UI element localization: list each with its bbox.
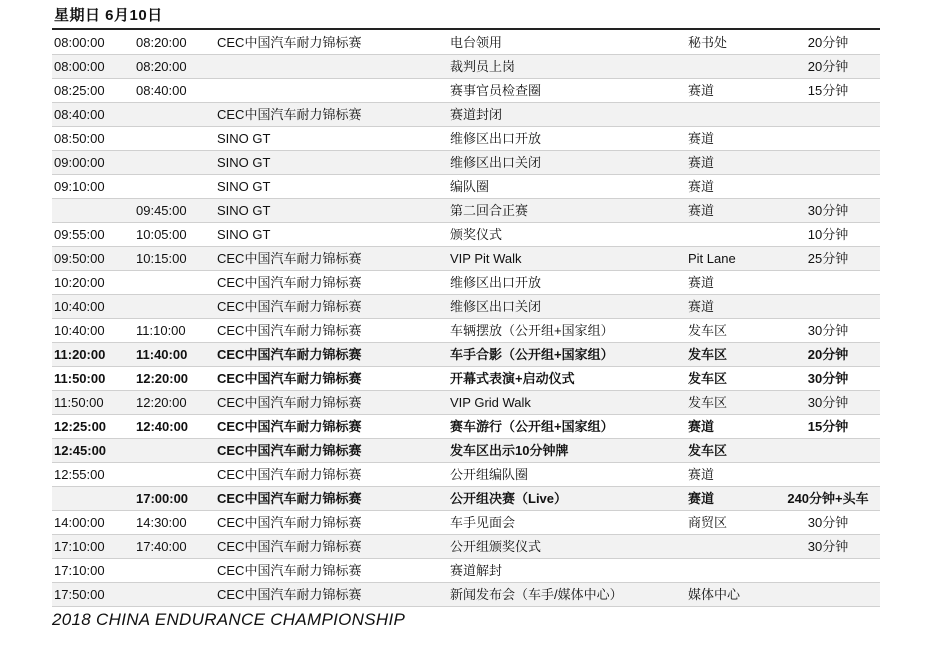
- table-row: [52, 223, 880, 247]
- table-row: [52, 559, 880, 583]
- table-row: [52, 103, 880, 127]
- table-row: [52, 175, 880, 199]
- table-row: [52, 511, 880, 535]
- end-time-cell: [136, 175, 216, 199]
- series-cell: CEC中国汽车耐力锦标赛: [217, 443, 362, 458]
- day-header: 星期日 6月10日: [54, 7, 163, 24]
- end-time-cell: 08:20:00: [136, 59, 187, 74]
- end-time-cell: 08:40:00: [136, 83, 187, 98]
- location-cell: 媒体中心: [688, 587, 741, 602]
- start-time-cell: 09:00:00: [54, 155, 105, 170]
- series-cell: CEC中国汽车耐力锦标赛: [217, 251, 362, 266]
- location-cell: 商贸区: [688, 515, 728, 530]
- table-row: [52, 391, 880, 415]
- event-cell: 车手见面会: [450, 515, 516, 530]
- series-cell: CEC中国汽车耐力锦标赛: [217, 35, 362, 50]
- event-cell: 第二回合正赛: [450, 203, 529, 218]
- duration-cell: 30分钟: [807, 203, 849, 218]
- event-cell: 公开组编队圈: [450, 467, 529, 482]
- event-cell: 维修区出口关闭: [450, 299, 542, 314]
- duration-cell: [778, 175, 878, 199]
- series-cell: [217, 79, 447, 103]
- start-time-cell: 11:20:00: [54, 347, 106, 362]
- series-cell: [217, 55, 447, 79]
- start-time-cell: 08:40:00: [54, 107, 105, 122]
- start-time-cell: 17:10:00: [54, 563, 105, 578]
- series-cell: CEC中国汽车耐力锦标赛: [217, 395, 362, 410]
- start-time-cell: 12:55:00: [54, 467, 105, 482]
- event-cell: 赛事官员检查圈: [450, 83, 542, 98]
- end-time-cell: 10:05:00: [136, 227, 187, 242]
- table-row: [52, 247, 880, 271]
- end-time-cell: 11:40:00: [136, 347, 188, 362]
- end-time-cell: 09:45:00: [136, 203, 187, 218]
- event-cell: 公开组颁奖仪式: [450, 539, 542, 554]
- table-row: [52, 127, 880, 151]
- event-cell: 维修区出口关闭: [450, 155, 542, 170]
- location-cell: 发车区: [688, 323, 728, 338]
- end-time-cell: 12:40:00: [136, 419, 189, 434]
- table-row: [52, 55, 880, 79]
- table-row: [52, 487, 880, 511]
- duration-cell: [778, 127, 878, 151]
- start-time-cell: 08:00:00: [54, 35, 105, 50]
- table-row: [52, 583, 880, 607]
- duration-cell: 15分钟: [807, 419, 849, 434]
- location-cell: 赛道: [688, 83, 715, 98]
- start-time-cell: 08:25:00: [54, 83, 105, 98]
- table-row: [52, 199, 880, 223]
- series-cell: CEC中国汽车耐力锦标赛: [217, 323, 362, 338]
- series-cell: SINO GT: [217, 131, 271, 146]
- event-cell: 电台领用: [450, 35, 503, 50]
- series-cell: CEC中国汽车耐力锦标赛: [217, 515, 362, 530]
- location-cell: Pit Lane: [688, 251, 736, 266]
- end-time-cell: 12:20:00: [136, 371, 189, 386]
- event-cell: 赛道解封: [450, 563, 503, 578]
- table-row: [52, 271, 880, 295]
- end-time-cell: [136, 103, 216, 127]
- start-time-cell: 12:25:00: [54, 419, 107, 434]
- start-time-cell: [54, 487, 134, 511]
- duration-cell: 30分钟: [807, 323, 849, 338]
- start-time-cell: 08:00:00: [54, 59, 105, 74]
- table-row: [52, 295, 880, 319]
- location-cell: 赛道: [688, 155, 715, 170]
- end-time-cell: 17:40:00: [136, 539, 187, 554]
- event-cell: VIP Pit Walk: [450, 251, 522, 266]
- location-cell: 发车区: [688, 347, 728, 362]
- start-time-cell: 08:50:00: [54, 131, 105, 146]
- start-time-cell: 14:00:00: [54, 515, 105, 530]
- duration-cell: 25分钟: [807, 251, 849, 266]
- duration-cell: 30分钟: [807, 515, 849, 530]
- location-cell: 发车区: [688, 395, 728, 410]
- location-cell: 赛道: [688, 299, 715, 314]
- duration-cell: 30分钟: [807, 539, 849, 554]
- header-divider: [52, 28, 880, 30]
- start-time-cell: [54, 199, 134, 223]
- location-cell: 赛道: [688, 419, 715, 434]
- table-row: [52, 415, 880, 439]
- series-cell: SINO GT: [217, 203, 271, 218]
- series-cell: CEC中国汽车耐力锦标赛: [217, 299, 362, 314]
- start-time-cell: 09:10:00: [54, 179, 105, 194]
- duration-cell: [778, 151, 878, 175]
- table-row: [52, 535, 880, 559]
- series-cell: CEC中国汽车耐力锦标赛: [217, 347, 362, 362]
- start-time-cell: 17:10:00: [54, 539, 105, 554]
- location-cell: 赛道: [688, 179, 715, 194]
- series-cell: CEC中国汽车耐力锦标赛: [217, 491, 362, 506]
- location-cell: 赛道: [688, 275, 715, 290]
- event-cell: 公开组决赛（Live）: [450, 491, 568, 506]
- end-time-cell: [136, 583, 216, 607]
- table-row: [52, 367, 880, 391]
- duration-cell: [778, 295, 878, 319]
- series-cell: CEC中国汽车耐力锦标赛: [217, 563, 362, 578]
- duration-cell: 20分钟: [807, 35, 849, 50]
- series-cell: CEC中国汽车耐力锦标赛: [217, 539, 362, 554]
- event-cell: 车辆摆放（公开组+国家组）: [450, 323, 614, 338]
- event-cell: 维修区出口开放: [450, 275, 542, 290]
- duration-cell: [778, 583, 878, 607]
- location-cell: 赛道: [688, 467, 715, 482]
- end-time-cell: 12:20:00: [136, 395, 187, 410]
- table-row: [52, 31, 880, 55]
- series-cell: CEC中国汽车耐力锦标赛: [217, 467, 362, 482]
- end-time-cell: 10:15:00: [136, 251, 187, 266]
- event-cell: 发车区出示10分钟牌: [450, 443, 569, 458]
- event-cell: 裁判员上岗: [450, 59, 516, 74]
- location-cell: 秘书处: [688, 35, 728, 50]
- series-cell: SINO GT: [217, 179, 271, 194]
- table-row: [52, 463, 880, 487]
- duration-cell: [778, 559, 878, 583]
- location-cell: 发车区: [688, 371, 728, 386]
- duration-cell: 240分钟+头车: [787, 491, 869, 506]
- duration-cell: [778, 463, 878, 487]
- series-cell: CEC中国汽车耐力锦标赛: [217, 107, 362, 122]
- championship-title: 2018 CHINA ENDURANCE CHAMPIONSHIP: [52, 610, 406, 629]
- start-time-cell: 10:40:00: [54, 323, 105, 338]
- schedule-table: [52, 31, 880, 607]
- location-cell: 赛道: [688, 203, 715, 218]
- end-time-cell: [136, 295, 216, 319]
- location-cell: 赛道: [688, 131, 715, 146]
- duration-cell: [778, 271, 878, 295]
- event-cell: 开幕式表演+启动仪式: [450, 371, 575, 386]
- duration-cell: 20分钟: [807, 347, 849, 362]
- start-time-cell: 11:50:00: [54, 371, 106, 386]
- series-cell: SINO GT: [217, 155, 271, 170]
- event-cell: VIP Grid Walk: [450, 395, 531, 410]
- event-cell: 颁奖仪式: [450, 227, 503, 242]
- duration-cell: [778, 103, 878, 127]
- event-cell: 编队圈: [450, 179, 490, 194]
- end-time-cell: 17:00:00: [136, 491, 189, 506]
- series-cell: CEC中国汽车耐力锦标赛: [217, 419, 362, 434]
- duration-cell: 20分钟: [807, 59, 849, 74]
- event-cell: 车手合影（公开组+国家组）: [450, 347, 614, 362]
- start-time-cell: 12:45:00: [54, 443, 107, 458]
- duration-cell: 30分钟: [807, 395, 849, 410]
- table-row: [52, 151, 880, 175]
- series-cell: CEC中国汽车耐力锦标赛: [217, 275, 362, 290]
- duration-cell: 10分钟: [807, 227, 849, 242]
- start-time-cell: 10:20:00: [54, 275, 105, 290]
- table-row: [52, 319, 880, 343]
- end-time-cell: [136, 151, 216, 175]
- event-cell: 赛道封闭: [450, 107, 503, 122]
- end-time-cell: [136, 559, 216, 583]
- duration-cell: [778, 439, 878, 463]
- end-time-cell: 14:30:00: [136, 515, 187, 530]
- table-row: [52, 79, 880, 103]
- end-time-cell: [136, 127, 216, 151]
- end-time-cell: 08:20:00: [136, 35, 187, 50]
- end-time-cell: [136, 271, 216, 295]
- duration-cell: 15分钟: [807, 83, 849, 98]
- event-cell: 赛车游行（公开组+国家组）: [450, 419, 614, 434]
- start-time-cell: 11:50:00: [54, 395, 104, 410]
- table-row: [52, 343, 880, 367]
- end-time-cell: 11:10:00: [136, 323, 186, 338]
- event-cell: 新闻发布会（车手/媒体中心）: [450, 587, 623, 602]
- location-cell: 发车区: [688, 443, 728, 458]
- series-cell: CEC中国汽车耐力锦标赛: [217, 587, 362, 602]
- end-time-cell: [136, 463, 216, 487]
- start-time-cell: 09:50:00: [54, 251, 105, 266]
- event-cell: 维修区出口开放: [450, 131, 542, 146]
- location-cell: 赛道: [688, 491, 715, 506]
- series-cell: SINO GT: [217, 227, 271, 242]
- duration-cell: 30分钟: [807, 371, 849, 386]
- end-time-cell: [136, 439, 216, 463]
- start-time-cell: 10:40:00: [54, 299, 105, 314]
- start-time-cell: 09:55:00: [54, 227, 105, 242]
- start-time-cell: 17:50:00: [54, 587, 105, 602]
- series-cell: CEC中国汽车耐力锦标赛: [217, 371, 362, 386]
- table-row: [52, 439, 880, 463]
